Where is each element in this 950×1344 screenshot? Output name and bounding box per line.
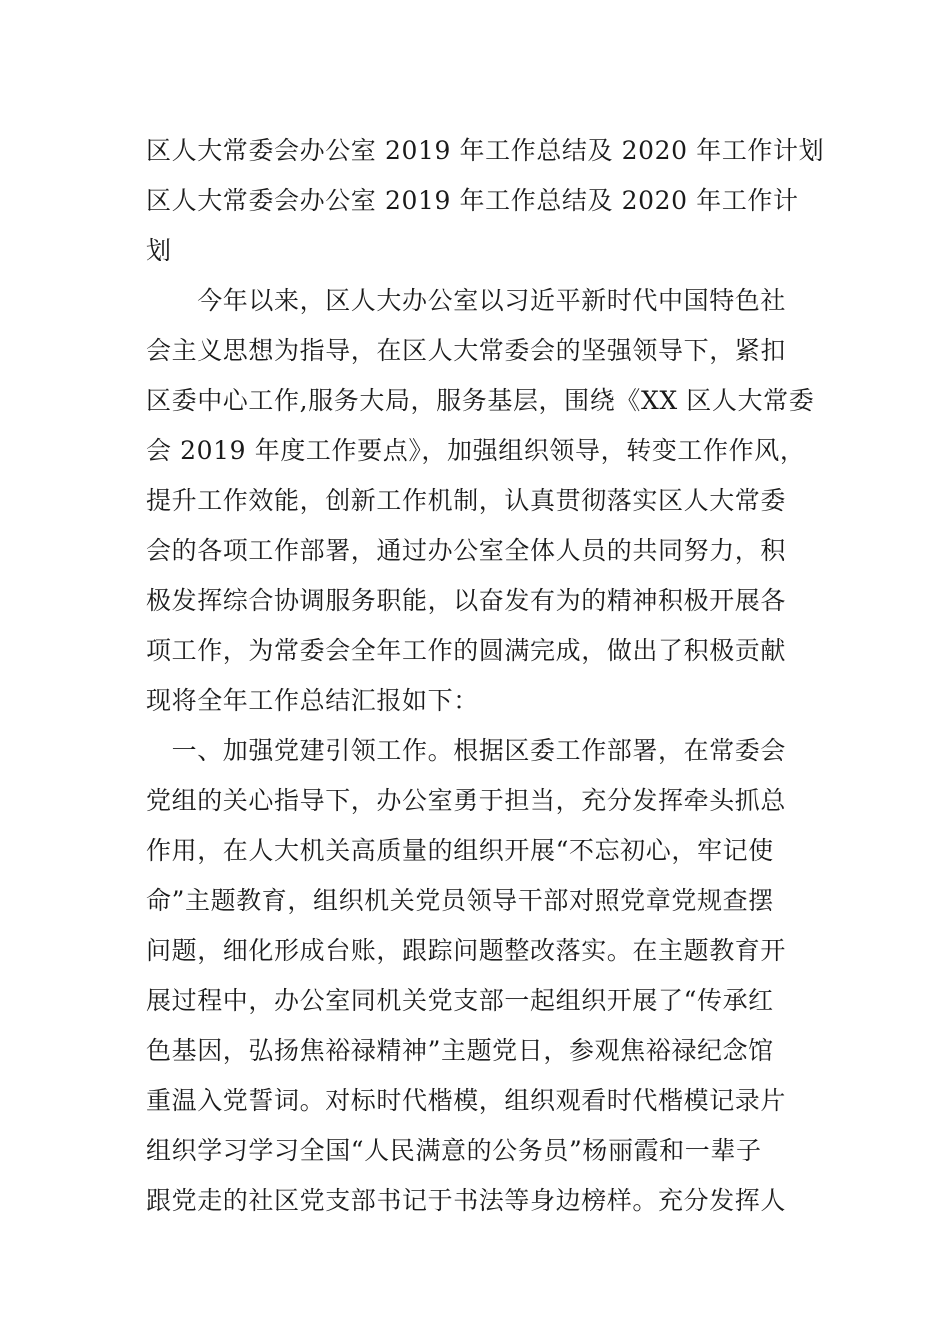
paragraph-line-1: 今年以来，区人大办公室以习近平新时代中国特色社 — [146, 286, 787, 315]
paragraph-line-10: 一、加强党建引领工作。根据区委工作部署，在常委会 — [146, 736, 787, 765]
document-title-line-3: 划 — [146, 236, 172, 265]
paragraph-line-5: 提升工作效能，创新工作机制，认真贯彻落实区人大常委 — [146, 486, 787, 515]
document-title-line-1: 区人大常委会办公室 2019 年工作总结及 2020 年工作计划 — [146, 136, 825, 165]
paragraph-line-17: 重温入党誓词。对标时代楷模，组织观看时代楷模记录片 — [146, 1086, 787, 1115]
paragraph-line-9: 现将全年工作总结汇报如下： — [146, 686, 479, 715]
paragraph-line-3: 区委中心工作,服务大局，服务基层，围绕《XX 区人大常委 — [146, 386, 815, 415]
paragraph-line-13: 命”主题教育，组织机关党员领导干部对照党章党规查摆 — [146, 886, 774, 915]
paragraph-line-19: 跟党走的社区党支部书记于书法等身边榜样。充分发挥人 — [146, 1186, 787, 1215]
paragraph-line-12: 作用，在人大机关高质量的组织开展“不忘初心，牢记使 — [146, 836, 774, 865]
paragraph-line-4: 会 2019 年度工作要点》，加强组织领导，转变工作作风， — [146, 436, 806, 465]
paragraph-line-15: 展过程中，办公室同机关党支部一起组织开展了“传承红 — [146, 986, 774, 1015]
paragraph-line-6: 会的各项工作部署，通过办公室全体人员的共同努力，积 — [146, 536, 787, 565]
paragraph-line-7: 极发挥综合协调服务职能，以奋发有为的精神积极开展各 — [146, 586, 787, 615]
paragraph-line-11: 党组的关心指导下，办公室勇于担当，充分发挥牵头抓总 — [146, 786, 787, 815]
document-title-line-2: 区人大常委会办公室 2019 年工作总结及 2020 年工作计 — [146, 186, 799, 215]
paragraph-line-16: 色基因，弘扬焦裕禄精神”主题党日，参观焦裕禄纪念馆 — [146, 1036, 774, 1065]
paragraph-line-8: 项工作，为常委会全年工作的圆满完成，做出了积极贡献 — [146, 636, 787, 665]
paragraph-line-18: 组织学习学习全国“人民满意的公务员”杨丽霞和一辈子 — [146, 1136, 762, 1165]
paragraph-line-2: 会主义思想为指导，在区人大常委会的坚强领导下，紧扣 — [146, 336, 787, 365]
paragraph-line-14: 问题，细化形成台账，跟踪问题整改落实。在主题教育开 — [146, 936, 787, 965]
